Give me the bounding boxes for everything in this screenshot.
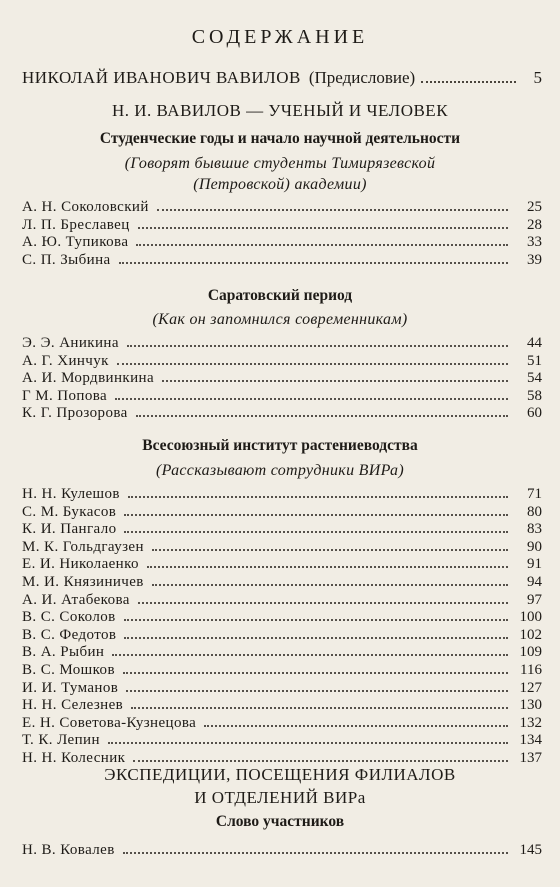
- preface-name: НИКОЛАЙ ИВАНОВИЧ ВАВИЛОВ: [22, 68, 301, 87]
- page-number: 130: [519, 697, 542, 714]
- dot-leader: [124, 514, 508, 516]
- author-name: Н. В. Ковалев: [22, 842, 115, 858]
- toc-entry[interactable]: [22, 486, 542, 504]
- author-name: Е. Н. Советова-Кузнецова: [22, 714, 197, 731]
- author-name: Н. Н. Селезнев: [22, 697, 124, 714]
- toc-entry[interactable]: [22, 644, 542, 662]
- dot-leader: [115, 398, 508, 400]
- page-number: 83: [527, 521, 542, 538]
- page-number: 90: [527, 538, 542, 555]
- dot-leader: [131, 707, 508, 709]
- page-title: СОДЕРЖАНИЕ: [191, 26, 369, 48]
- author-name: В. А. Рыбин: [22, 644, 105, 661]
- author-name: И. И. Туманов: [22, 679, 119, 696]
- page-number: 91: [527, 556, 542, 573]
- dot-leader: [147, 566, 508, 568]
- author-name: Н. Н. Колесник: [22, 749, 126, 766]
- page-number: 44: [527, 335, 542, 351]
- page-number: 51: [527, 352, 542, 369]
- toc-entry[interactable]: [22, 732, 542, 750]
- dot-leader: [138, 602, 508, 604]
- part-heading-2a: ЭКСПЕДИЦИИ, ПОСЕЩЕНИЯ ФИЛИАЛОВ: [104, 765, 456, 784]
- dot-leader: [112, 654, 508, 656]
- entry-list-4: [22, 842, 542, 860]
- author-name: А. Ю. Тупикова: [22, 234, 129, 251]
- toc-entry[interactable]: [22, 697, 542, 715]
- dot-leader: [421, 81, 516, 83]
- page-number: 109: [519, 644, 542, 661]
- section-heading-3: Всесоюзный институт растениеводства: [142, 437, 418, 454]
- section-subtitle-1b: (Петровской) академии): [193, 176, 367, 193]
- author-name: Г М. Попова: [22, 387, 108, 404]
- toc-entry[interactable]: [22, 335, 542, 353]
- dot-leader: [152, 584, 508, 586]
- dot-leader: [124, 619, 508, 621]
- dot-leader: [133, 760, 508, 762]
- toc-entry[interactable]: [22, 592, 542, 610]
- section-heading-4: Слово участников: [215, 813, 345, 830]
- author-name: А. И. Атабекова: [22, 591, 130, 608]
- author-name: А. И. Мордвинкина: [22, 370, 155, 387]
- dot-leader: [108, 742, 508, 744]
- toc-entry[interactable]: [22, 609, 542, 627]
- page-number: 80: [527, 503, 542, 520]
- page-number: 100: [519, 609, 542, 626]
- author-name: С. П. Зыбина: [22, 251, 111, 268]
- page-number: 58: [527, 387, 542, 404]
- entry-list-1: [22, 199, 542, 269]
- dot-leader: [126, 690, 508, 692]
- toc-entry[interactable]: [22, 842, 542, 860]
- page-number: 54: [527, 370, 542, 387]
- toc-entry[interactable]: [22, 388, 542, 406]
- author-name: Е. И. Николаенко: [22, 556, 139, 573]
- author-name: С. М. Букасов: [22, 503, 117, 520]
- dot-leader: [123, 852, 508, 854]
- author-name: К. И. Пангало: [22, 521, 117, 538]
- toc-entry[interactable]: [22, 353, 542, 371]
- section-heading-1: Студенческие годы и начало научной деятельности: [99, 130, 461, 147]
- dot-leader: [128, 496, 508, 498]
- author-name: В. С. Федотов: [22, 626, 117, 643]
- toc-entry[interactable]: [22, 521, 542, 539]
- toc-entry[interactable]: [22, 662, 542, 680]
- toc-entry[interactable]: [22, 680, 542, 698]
- dot-leader: [204, 725, 508, 727]
- page-number: 60: [527, 405, 542, 422]
- page-number: 134: [519, 732, 542, 749]
- part-heading-2b: И ОТДЕЛЕНИЙ ВИРа: [194, 788, 366, 807]
- toc-entry[interactable]: [22, 199, 542, 217]
- dot-leader: [124, 531, 508, 533]
- toc-entry[interactable]: [22, 370, 542, 388]
- dot-leader: [119, 262, 508, 264]
- page-number: 39: [527, 251, 542, 268]
- page-number: 71: [527, 486, 542, 502]
- page-number: 94: [527, 573, 542, 590]
- dot-leader: [136, 244, 508, 246]
- section-subtitle-3: (Рассказывают сотрудники ВИРа): [156, 462, 404, 479]
- author-name: А. Н. Соколовский: [22, 199, 149, 215]
- dot-leader: [123, 672, 508, 674]
- page-number: 132: [519, 714, 542, 731]
- page-number: 127: [519, 679, 542, 696]
- toc-entry[interactable]: [22, 627, 542, 645]
- page-number: 137: [519, 749, 542, 766]
- toc-entry[interactable]: [22, 234, 542, 252]
- dot-leader: [162, 380, 508, 382]
- author-name: Э. Э. Аникина: [22, 335, 119, 351]
- dot-leader: [152, 549, 508, 551]
- author-name: Т. К. Лепин: [22, 732, 100, 749]
- page-number: 25: [527, 199, 542, 215]
- author-name: М. И. Князиничев: [22, 573, 144, 590]
- toc-entry[interactable]: [22, 715, 542, 733]
- author-name: М. К. Гольдгаузен: [22, 538, 144, 555]
- entry-list-2: [22, 335, 542, 423]
- dot-leader: [138, 227, 508, 229]
- preface-note: (Предисловие): [308, 68, 416, 87]
- dot-leader: [136, 415, 508, 417]
- section-subtitle-1a: (Говорят бывшие студенты Тимирязевской: [124, 155, 436, 172]
- author-name: Н. Н. Кулешов: [22, 486, 120, 502]
- toc-entry[interactable]: [22, 556, 542, 574]
- section-heading-2: Саратовский период: [207, 287, 353, 304]
- page-number: 28: [527, 216, 542, 233]
- preface-entry[interactable]: [22, 68, 542, 90]
- toc-entry[interactable]: [22, 504, 542, 522]
- toc-entry[interactable]: [22, 405, 542, 423]
- dot-leader: [157, 209, 508, 211]
- page-number: 5: [533, 68, 542, 87]
- toc-entry[interactable]: [22, 574, 542, 592]
- page-number: 145: [519, 842, 542, 858]
- author-name: К. Г. Прозорова: [22, 405, 128, 422]
- part-heading-1: Н. И. ВАВИЛОВ — УЧЕНЫЙ И ЧЕЛОВЕК: [111, 101, 449, 120]
- author-name: В. С. Мошков: [22, 661, 115, 678]
- page-number: 116: [520, 661, 542, 678]
- toc-entry[interactable]: [22, 539, 542, 557]
- toc-entry[interactable]: [22, 217, 542, 235]
- dot-leader: [127, 345, 508, 347]
- author-name: А. Г. Хинчук: [22, 352, 109, 369]
- author-name: В. С. Соколов: [22, 609, 116, 626]
- page-number: 33: [527, 234, 542, 251]
- section-subtitle-2: (Как он запомнился современникам): [152, 311, 408, 328]
- dot-leader: [117, 363, 508, 365]
- entry-list-3: [22, 486, 542, 768]
- page-number: 97: [527, 591, 542, 608]
- page-number: 102: [519, 626, 542, 643]
- toc-entry[interactable]: [22, 252, 542, 270]
- dot-leader: [124, 637, 508, 639]
- author-name: Л. П. Бреславец: [22, 216, 130, 233]
